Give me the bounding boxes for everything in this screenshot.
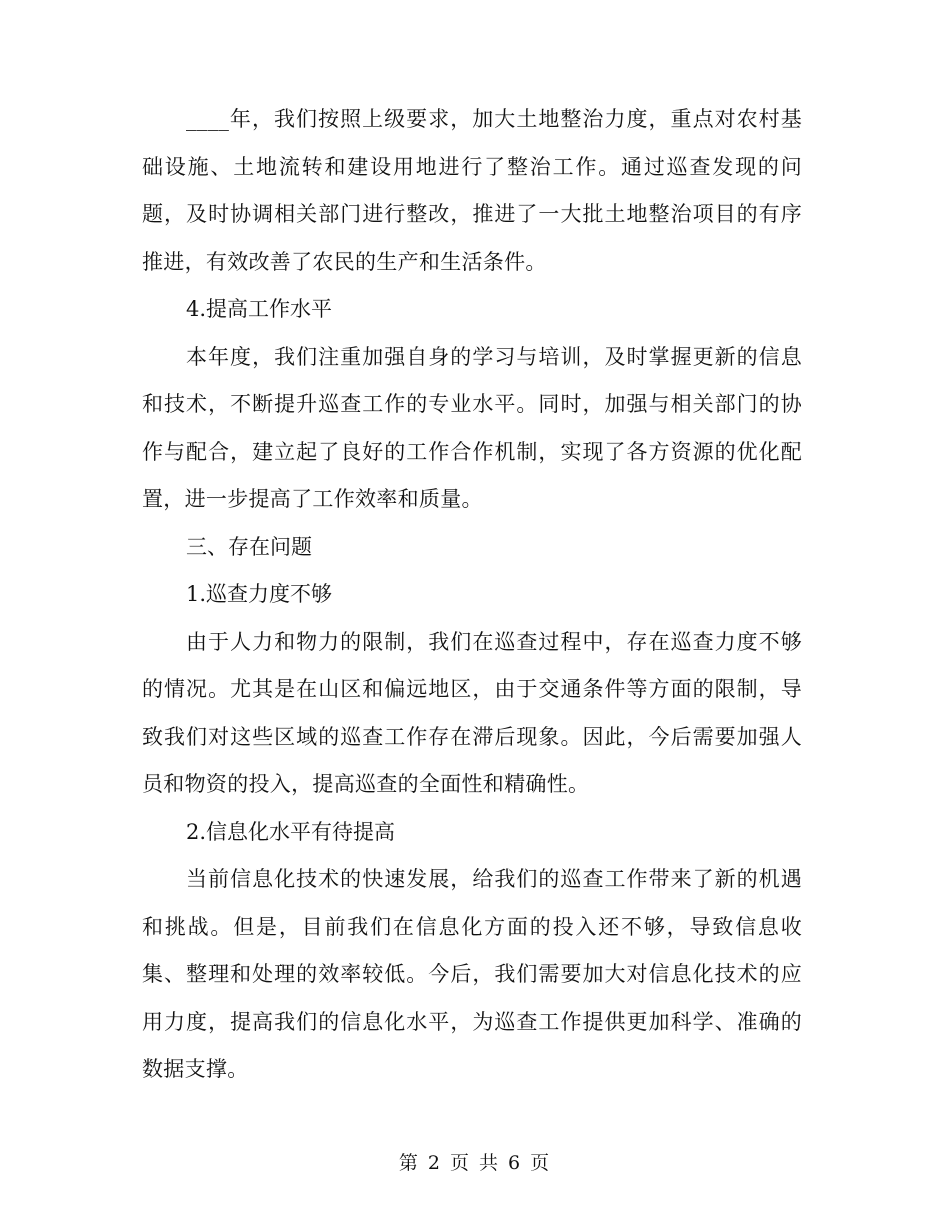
document-body [142,96,802,1094]
paragraph-inspection-limits: 由于人力和物力的限制，我们在巡查过程中，存在巡查力度不够的情况。尤其是在山区和偏远地区，由于交通条件等方面的限制，导致我们对这些区域的巡查工作存在滞后现象。因此，今后需要加强人员和物资的投入，提高巡查的全面性和精确性。 [142,629,802,796]
heading-existing-problems: 三、存在问题 [186,534,312,559]
paragraph-training: 本年度，我们注重加强自身的学习与培训，及时掌握更新的信息和技术，不断提升巡查工作的专业水平。同时，加强与相关部门的协作与配合，建立起了良好的工作合作机制，实现了各方资源的优化配置，进一步提高了工作效率和质量。 [142,344,802,511]
paragraph-informatization: 当前信息化技术的快速发展，给我们的巡查工作带来了新的机遇和挑战。但是，目前我们在信息化方面的投入还不够，导致信息收集、整理和处理的效率较低。今后，我们需要加大对信息化技术的应用力度，提高我们的信息化水平，为巡查工作提供更加科学、准确的数据支撑。 [142,867,802,1081]
heading-insufficient-inspection: 1.巡查力度不够 [186,582,333,606]
heading-improve-work-level: 4.提高工作水平 [186,297,333,321]
paragraph-land-remediation: ____年，我们按照上级要求，加大土地整治力度，重点对农村基础设施、土地流转和建设用地进行了整治工作。通过巡查发现的问题，及时协调相关部门进行整改，推进了一大批土地整治项目的有序推进，有效改善了农民的生产和生活条件。 [142,107,802,274]
page-number-footer: 第 2 页 共 6 页 [398,1152,552,1174]
heading-informatization: 2.信息化水平有待提高 [186,819,396,844]
